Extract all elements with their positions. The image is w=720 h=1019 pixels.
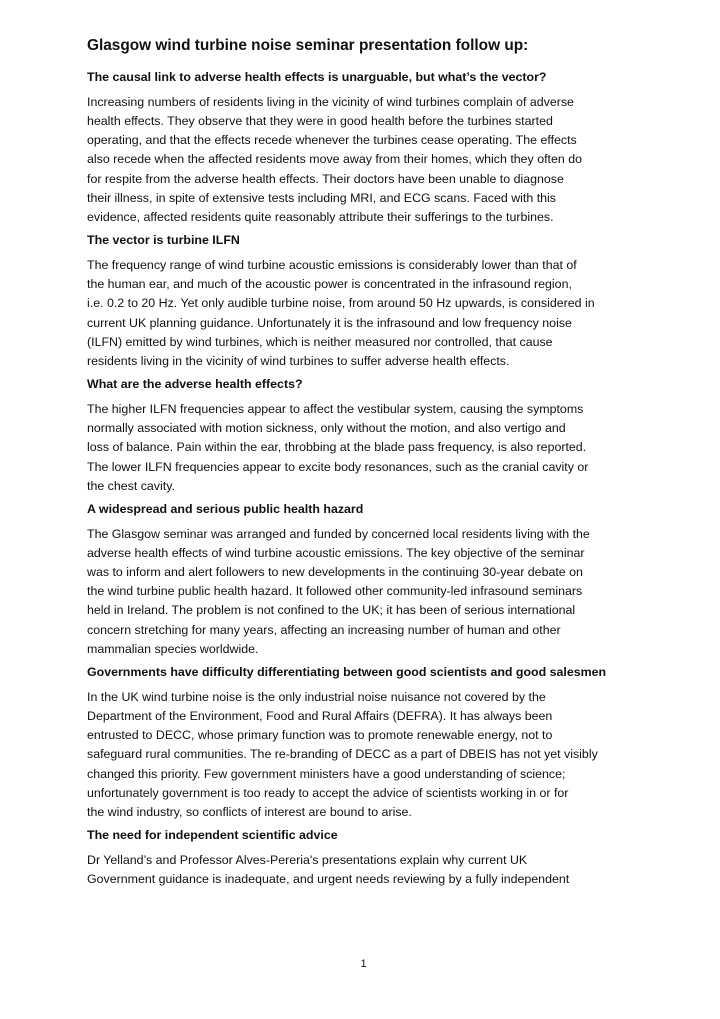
text-line: Dr Yelland’s and Professor Alves-Pereria's presentations explain why current UK	[87, 853, 528, 867]
text-line: unfortunately government is too ready to accept the advice of scientists working in or for	[87, 785, 569, 800]
text-line: current UK planning guidance. Unfortunately it is the infrasound and low frequency noise	[87, 315, 572, 330]
paragraph	[87, 688, 635, 822]
text-line: for respite from the adverse health effects. Their doctors have been unable to diagnose	[87, 171, 564, 186]
text-line: the wind industry, so conflicts of interest are bound to arise.	[87, 804, 412, 819]
text-line: the wind turbine public health hazard. It followed other community-led infrasound seminars	[87, 584, 583, 599]
text-line: health effects. They observe that they were in good health before the turbines started	[87, 114, 553, 129]
paragraph	[87, 93, 635, 227]
text-line: residents living in the vicinity of wind turbines to suffer adverse health effects.	[87, 353, 510, 368]
section-heading: Governments have difficulty differentiating between good scientists and good salesmen	[87, 664, 607, 679]
paragraph	[87, 256, 635, 371]
section-vector-ilfn	[87, 231, 635, 371]
text-line: also recede when the affected residents move away from their homes, which they often do	[87, 152, 582, 167]
text-line: operating, and that the effects recede whenever the turbines cease operating. The effects	[87, 133, 577, 148]
text-line: The higher ILFN frequencies appear to affect the vestibular system, causing the symptoms	[87, 402, 584, 417]
text-line: was to inform and alert followers to new developments in the continuing 30-year debate on	[87, 565, 583, 580]
section-governments	[87, 663, 635, 822]
text-line: mammalian species worldwide.	[87, 641, 259, 656]
text-line: Department of the Environment, Food and Rural Affairs (DEFRA). It has always been	[87, 709, 553, 724]
paragraph	[87, 400, 635, 496]
text-line: concern stretching for many years, affecting an increasing number of human and other	[87, 622, 561, 637]
document-page	[87, 36, 635, 893]
text-line: their illness, in spite of extensive tests including MRI, and ECG scans. Faced with this	[87, 190, 556, 205]
section-heading: What are the adverse health effects?	[87, 377, 303, 392]
section-health-effects	[87, 375, 635, 496]
section-public-health-hazard	[87, 500, 635, 659]
section-heading: The vector is turbine ILFN	[87, 233, 240, 248]
section-causal-link	[87, 68, 635, 227]
text-line: loss of balance. Pain within the ear, throbbing at the blade pass frequency, is also reported.	[87, 440, 587, 455]
paragraph	[87, 525, 635, 659]
text-line: Increasing numbers of residents living in the vicinity of wind turbines complain of adverse	[87, 95, 574, 109]
text-line: safeguard rural communities. The re-branding of DECC as a part of DBEIS has not yet visibly	[87, 747, 598, 762]
text-line: The lower ILFN frequencies appear to excite body resonances, such as the cranial cavity or	[87, 459, 589, 474]
text-line: adverse health effects of wind turbine acoustic emissions. The key objective of the seminar	[87, 545, 585, 560]
section-heading: A widespread and serious public health hazard	[87, 501, 364, 516]
text-line: held in Ireland. The problem is not confined to the UK; it has been of serious international	[87, 603, 576, 618]
text-line: Government guidance is inadequate, and urgent needs reviewing by a fully independent	[87, 872, 570, 887]
text-line: evidence, affected residents quite reasonably attribute their sufferings to the turbines.	[87, 209, 554, 224]
text-line: (ILFN) emitted by wind turbines, which is neither measured nor controlled, that cause	[87, 334, 553, 349]
text-line: normally associated with motion sickness, only without the motion, and also vertigo and	[87, 421, 566, 436]
document-title: Glasgow wind turbine noise seminar presentation follow up:	[87, 37, 529, 54]
section-heading: The causal link to adverse health effects is unarguable, but what’s the vector?	[87, 70, 547, 84]
text-line: changed this priority. Few government ministers have a good understanding of science;	[87, 766, 566, 781]
text-line: entrusted to DECC, whose primary function was to promote renewable energy, not to	[87, 728, 553, 743]
text-line: the chest cavity.	[87, 478, 175, 493]
text-line: The frequency range of wind turbine acoustic emissions is considerably lower than that of	[87, 258, 577, 273]
text-line: The Glasgow seminar was arranged and funded by concerned local residents living with the	[87, 526, 590, 541]
section-independent-advice	[87, 826, 635, 889]
text-line: In the UK wind turbine noise is the only industrial noise nuisance not covered by the	[87, 689, 546, 704]
section-heading: The need for independent scientific advice	[87, 828, 338, 842]
text-line: i.e. 0.2 to 20 Hz. Yet only audible turbine noise, from around 50 Hz upwards, is considered in	[87, 296, 595, 311]
paragraph	[87, 851, 635, 889]
text-line: the human ear, and much of the acoustic power is concentrated in the infrasound region,	[87, 277, 572, 292]
page-number: 1	[360, 958, 367, 970]
